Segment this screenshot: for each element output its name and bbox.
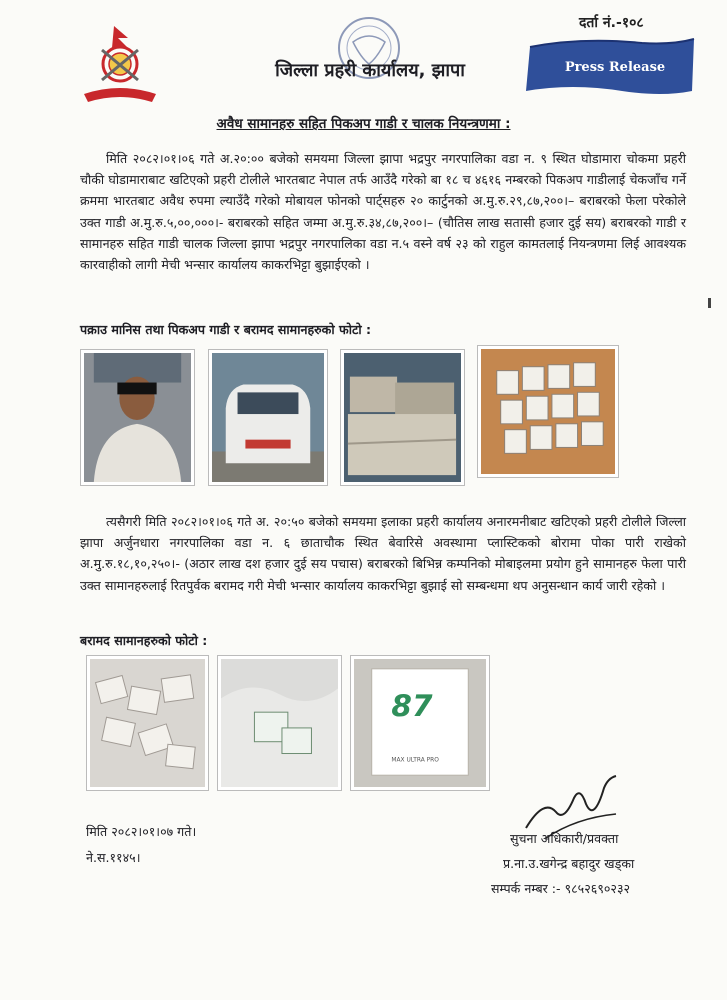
photo-pickup-vehicle: [208, 349, 328, 486]
box-subtext: MAX ULTRA PRO: [391, 757, 439, 764]
paragraph-2: त्यसैगरी मिति २०८२।०१।०६ गते अ. २०:५० बजेको समयमा इलाका प्रहरी कार्यालय अनारमनीबाट खटिएको प्रहरी टोलीले जिल्ला झापा अर्जुनधारा नगरपालिका वडा न. ६ छाताचौक स्थित बेवारिसे अवस्थामा प्लास्टिकको बोरामा पोका पारी राखेको अ.मु.रु.१८,१०,२५०।- (अठार लाख दश हजार दुई सय पचास) बराबरको बिभिन्न कम्पनिको मोबाइलमा प्रयोग हुने सामानहरु फेला पारी उक्त सामानहरुलाई रितपुर्वक बरामद गरी मेची भन्सार कार्यालय काकरभिट्टा बुझाई सो सम्बन्धमा थप अनुसन्धान कार्य जारी रहेको ।: [80, 514, 686, 593]
photo-seized-items-2: [217, 655, 342, 791]
scan-mark: [708, 298, 711, 308]
footer-nepal-sambat: ने.स.११४५।: [86, 850, 141, 865]
signatory-name: प्र.ना.उ.खगेन्द्र बहादुर खड्का: [503, 856, 635, 871]
office-title: जिल्ला प्रहरी कार्यालय, झापा: [275, 60, 465, 81]
signatory-role: सुचना अधिकारी/प्रवक्ता: [510, 831, 619, 846]
registration-number: दर्ता नं.-१०८: [579, 15, 644, 31]
photo-caption-2: बरामद सामानहरुको फोटो :: [80, 633, 208, 648]
footer-date: मिति २०८२।०१।०७ गते।: [86, 824, 197, 839]
subject-heading: अवैध सामानहरु सहित पिकअप गाडी र चालक नियन्त्रणमा :: [216, 116, 511, 132]
box-brand-number: 87: [391, 689, 433, 724]
photo-phone-parts-box: [477, 345, 619, 478]
photo-phone-box-closeup: [350, 655, 490, 791]
press-release-label: Press Release: [564, 60, 666, 75]
nepal-police-emblem-icon: [78, 24, 162, 104]
photo-arrested-person: [80, 349, 195, 486]
paragraph-1: मिति २०८२।०१।०६ गते अ.२०:०० बजेको समयमा जिल्ला झापा भद्रपुर नगरपालिका वडा न. ९ स्थित घोडामारा चोकमा प्रहरी चौकी घोडामाराबाट खटिएको प्रहरी टोलीले भारतबाट नेपाल तर्फ आउँदै गरेको बा १८ च ४६१६ नम्बरको पिकअप गाडीलाई चेकजाँच गर्ने क्रममा भारतबाट अवैध रुपमा ल्याउँदै गरेको मोबायल फोनको पार्ट्सहरु २० कार्टुनको अ.मु.रु.२९,८७,२००।– बराबरको फेला परेकोले उक्त गाडी अ.मु.रु.५,००,०००।- बराबरको सहित जम्मा अ.मु.रु.३४,८७,२००।– (चौतिस लाख सतासी हजार दुई सय) बराबरको गाडी र सामानहरु सहित गाडी चालक जिल्ला झापा भद्रपुर नगरपालिका वडा न.५ वस्ने वर्ष २३ को राहुल कामतलाई नियन्त्रणमा लिई आवश्यक कारवाहीको लागी मेची भन्सार कार्यालय काकरभिट्टा बुझाईएको ।: [80, 151, 686, 273]
photo-seized-cartons: [340, 349, 465, 486]
photo-seized-items-1: [86, 655, 209, 791]
signatory-contact: सम्पर्क नम्बर :- ९८५२६९०२३२: [491, 881, 631, 896]
office-seal-stamp: [333, 12, 405, 100]
photo-caption-1: पक्राउ मानिस तथा पिकअप गाडी र बरामद सामानहरुको फोटो :: [80, 322, 372, 337]
